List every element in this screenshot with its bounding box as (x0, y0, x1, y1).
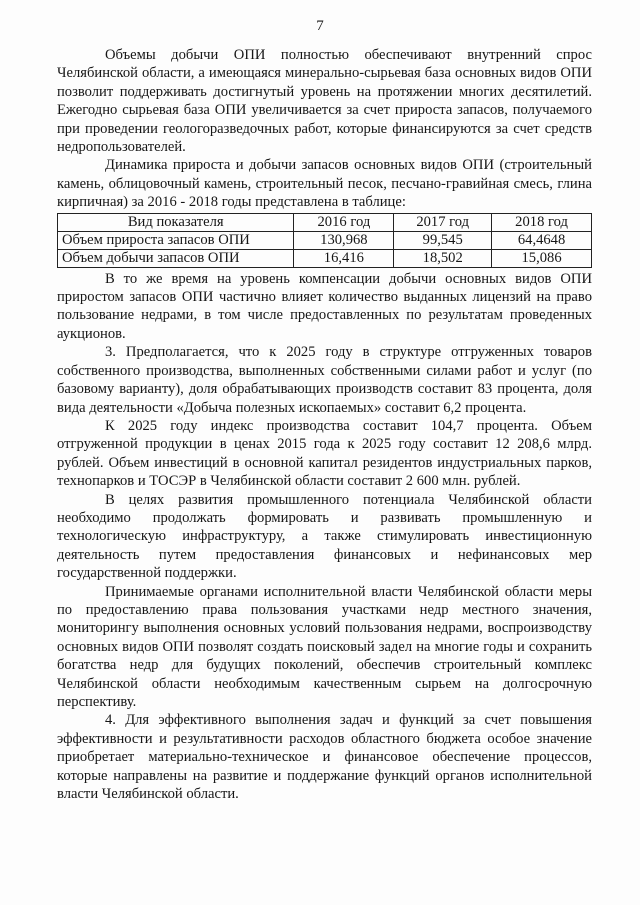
paragraph-budget-efficiency: 4. Для эффективного выполнения задач и функций за счет повышения эффективности и результативности расходов областного бюджета особое значение приобретает материально-техническое и финансовое обеспечение процессов, которые направлены на развитие и поддержание функций органов исполнительной власти Челябинской области. (57, 712, 592, 803)
paragraph-production-index: К 2025 году индекс производства составит 104,7 процента. Объем отгруженной продукции в ценах 2015 года к 2025 году составит 12 208,6 млрд. рублей. Объем инвестиций в основной капитал резидентов индустриальных парков, технопарков и ТОСЭР в Челябинской области составит 2 600 млн. рублей. (57, 417, 592, 490)
document-body (57, 46, 592, 803)
table-header-cell: 2016 год (294, 213, 394, 231)
table-header-cell: Вид показателя (58, 213, 294, 231)
table-header-cell: 2017 год (394, 213, 492, 231)
table-row (58, 249, 592, 267)
table-header-row (58, 213, 592, 231)
table-cell: Объем прироста запасов ОПИ (58, 231, 294, 249)
table-cell: 18,502 (394, 249, 492, 267)
page-number: 7 (316, 18, 324, 34)
opi-reserves-table (57, 213, 592, 268)
paragraph-opi-demand: Объемы добычи ОПИ полностью обеспечивают внутренний спрос Челябинской области, а имеющаяся минерально-сырьевая база основных видов ОПИ позволит поддерживать достигнутый уровень на протяжении многих десятилетий. Ежегодно сырьевая база ОПИ увеличивается за счет прироста запасов, получаемого при проведении геологоразведочных работ, которые финансируются за счет средств недропользователей. (57, 47, 592, 156)
paragraph-license-influence: В то же время на уровень компенсации добычи основных видов ОПИ приростом запасов ОПИ частично влияет количество выданных лицензий на право пользование недрами, в том числе предоставленных по результатам проведенных аукционов. (57, 270, 592, 342)
table-cell: 130,968 (294, 231, 394, 249)
paragraph-subsoil-measures: Принимаемые органами исполнительной власти Челябинской области меры по предоставлению права пользования участками недр местного значения, мониторингу выполнения основных условий пользования недрами, воспроизводству основных видов ОПИ позволят создать поисковый задел на многие годы и сохранить богатства недр для будущих поколений, обеспечив строительный комплекс Челябинской области необходимым качественным сырьем на долгосрочную перспективу. (57, 583, 592, 710)
table-cell: 99,545 (394, 231, 492, 249)
paragraph-structure-2025: 3. Предполагается, что к 2025 году в структуре отгруженных товаров собственного производства, выполненных собственными силами работ и услуг (по базовому варианту), доля обрабатывающих производств составит 83 процента, доля вида деятельности «Добыча полезных ископаемых» составит 6,2 процента. (57, 344, 592, 416)
table-header-cell: 2018 год (492, 213, 592, 231)
table-cell: 16,416 (294, 249, 394, 267)
table-cell: 15,086 (492, 249, 592, 267)
table-row (58, 231, 592, 249)
paragraph-table-intro: Динамика прироста и добычи запасов основных видов ОПИ (строительный камень, облицовочный камень, строительный песок, песчано-гравийная смесь, глина кирпичная) за 2016 - 2018 годы представлена в таблице: (57, 157, 592, 211)
table-cell: Объем добычи запасов ОПИ (58, 249, 294, 267)
table-cell: 64,4648 (492, 231, 592, 249)
paragraph-industrial-development: В целях развития промышленного потенциала Челябинской области необходимо продолжать формировать и развивать промышленную и технологическую инфраструктуру, а также стимулировать инвестиционную деятельность путем предоставления финансовых и нефинансовых мер государственной поддержки. (57, 491, 592, 582)
